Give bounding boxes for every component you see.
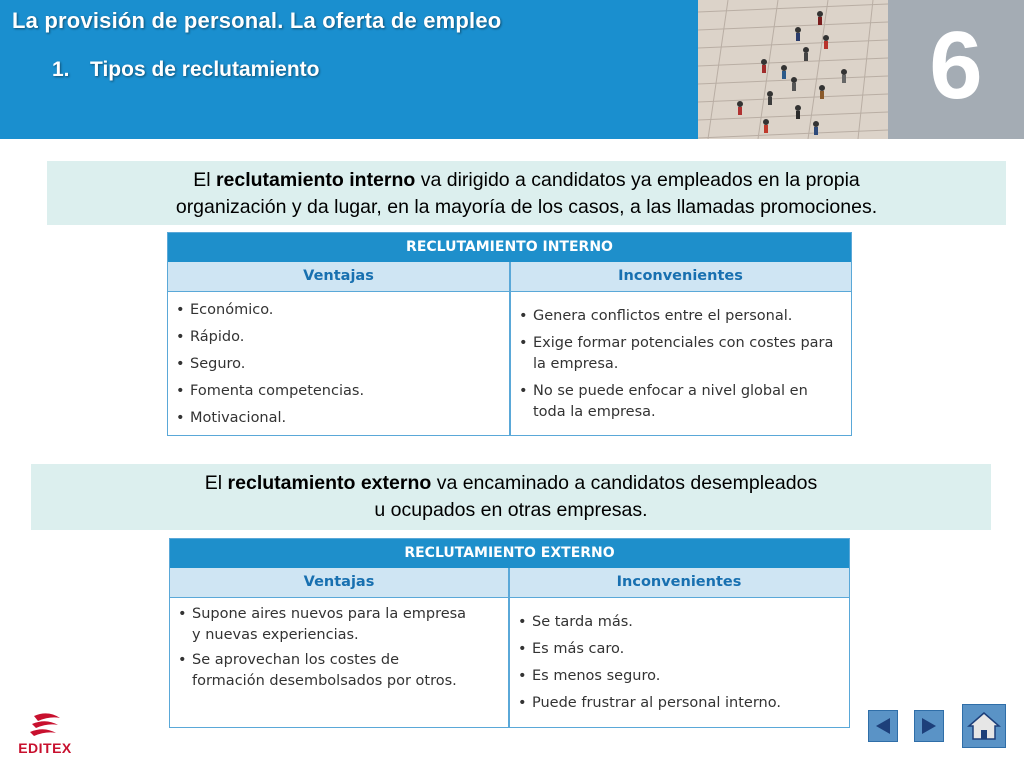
external-advantages-list: [170, 598, 508, 727]
section-number: 1.: [52, 58, 70, 81]
list-item: • Motivacional.: [176, 408, 503, 429]
list-item: • Rápido.: [176, 327, 503, 348]
section-title-text: Tipos de reclutamiento: [90, 58, 320, 81]
external-advantages-header: Ventajas: [170, 568, 508, 598]
triangle-left-icon: [874, 716, 892, 736]
next-button[interactable]: [914, 710, 944, 742]
external-term: reclutamiento externo: [227, 472, 432, 494]
triangle-right-icon: [920, 716, 938, 736]
internal-advantages-list: [168, 292, 509, 435]
list-item: • Puede frustrar al personal interno.: [518, 693, 843, 714]
logo-text: EDITEX: [18, 740, 72, 756]
internal-description-line-2: organización y da lugar, en la mayoría de los casos, a las llamadas promociones.: [175, 196, 878, 218]
list-item: • Supone aires nuevos para la empresa y nuevas experiencias.: [178, 604, 468, 646]
crowd-on-newspaper-image: [698, 0, 888, 139]
list-item: • No se puede enfocar a nivel global en toda la empresa.: [519, 381, 845, 423]
external-recruitment-table: [169, 538, 850, 728]
internal-term: reclutamiento interno: [215, 169, 416, 191]
list-item: • Se tarda más.: [518, 612, 843, 633]
external-description-line-2: u ocupados en otras empresas.: [374, 499, 648, 521]
external-disadvantages-list: [510, 598, 849, 727]
home-icon: [967, 710, 1001, 742]
internal-description-line-1: El reclutamiento interno va dirigido a candidatos ya empleados en la propia: [193, 169, 860, 191]
header-banner: [0, 0, 698, 139]
internal-table-title: RECLUTAMIENTO INTERNO: [168, 233, 851, 262]
internal-recruitment-description: [47, 161, 1006, 225]
chapter-badge: [888, 0, 1024, 139]
section-title: [52, 58, 320, 82]
chapter-number: 6: [929, 12, 983, 119]
page-title: La provisión de personal. La oferta de empleo: [12, 8, 502, 33]
list-item: • Económico.: [176, 300, 503, 321]
list-item: • Genera conflictos entre el personal.: [519, 306, 845, 327]
header-photo: [698, 0, 888, 139]
internal-advantages-header: Ventajas: [168, 262, 509, 292]
editex-logo: [10, 712, 80, 760]
list-item: • Es más caro.: [518, 639, 843, 660]
internal-disadvantages-list: [511, 292, 851, 435]
external-disadvantages-header: Inconvenientes: [509, 568, 849, 598]
home-button[interactable]: [962, 704, 1006, 748]
external-description-line-1: El reclutamiento externo va encaminado a candidatos desempleados: [204, 472, 818, 494]
list-item: • Se aprovechan los costes de formación desembolsados por otros.: [178, 650, 468, 692]
previous-button[interactable]: [868, 710, 898, 742]
list-item: • Seguro.: [176, 354, 503, 375]
list-item: • Exige formar potenciales con costes para la empresa.: [519, 333, 845, 375]
internal-recruitment-table: [167, 232, 852, 436]
list-item: • Es menos seguro.: [518, 666, 843, 687]
editex-logo-mark: [10, 712, 80, 740]
external-recruitment-description: [31, 464, 991, 530]
list-item: • Fomenta competencias.: [176, 381, 503, 402]
external-table-title: RECLUTAMIENTO EXTERNO: [170, 539, 849, 568]
internal-disadvantages-header: Inconvenientes: [510, 262, 851, 292]
